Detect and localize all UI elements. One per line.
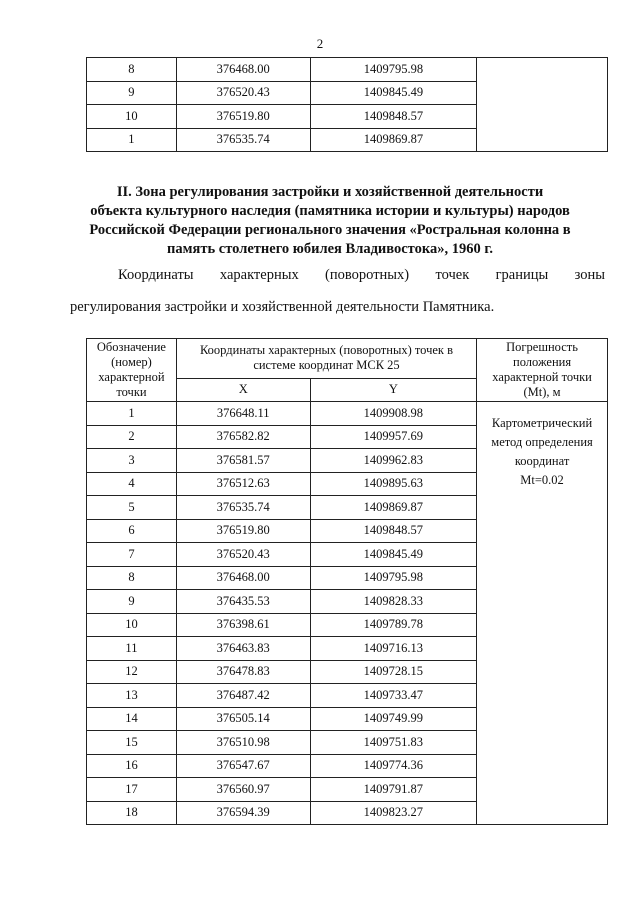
- cell-y: 1409795.98: [310, 58, 477, 82]
- cell-y: 1409795.98: [310, 566, 477, 590]
- cell-x: 376582.82: [176, 425, 310, 449]
- cell-num: 10: [87, 613, 177, 637]
- cell-num: 5: [87, 496, 177, 520]
- cell-x: 376581.57: [176, 449, 310, 473]
- cell-num: 8: [87, 58, 177, 82]
- cell-num: 2: [87, 425, 177, 449]
- cell-y: 1409733.47: [310, 684, 477, 708]
- cell-x: 376505.14: [176, 707, 310, 731]
- page-number: 2: [316, 36, 324, 51]
- cell-y: 1409895.63: [310, 472, 477, 496]
- cell-x: 376487.42: [176, 684, 310, 708]
- cell-x: 376468.00: [176, 58, 310, 82]
- heading-line: Российской Федерации регионального значения «Ростральная колонна в: [89, 222, 571, 238]
- zone-coordinates-table: [86, 338, 608, 825]
- cell-num: 10: [87, 105, 177, 129]
- cell-x: 376478.83: [176, 660, 310, 684]
- cell-x: 376560.97: [176, 778, 310, 802]
- method-line: метод определения: [491, 435, 593, 449]
- cell-x: 376468.00: [176, 566, 310, 590]
- cell-y: 1409848.57: [310, 519, 477, 543]
- cell-num: 16: [87, 754, 177, 778]
- cell-y: 1409789.78: [310, 613, 477, 637]
- cell-x: 376512.63: [176, 472, 310, 496]
- cell-y: 1409791.87: [310, 778, 477, 802]
- cell-y: 1409728.15: [310, 660, 477, 684]
- cell-num: 1: [87, 402, 177, 426]
- paragraph-line: Координаты характерных (поворотных) точек границы зоны: [118, 267, 605, 283]
- cell-y: 1409716.13: [310, 637, 477, 661]
- cell-x: 376398.61: [176, 613, 310, 637]
- cell-x: 376435.53: [176, 590, 310, 614]
- cell-x: 376547.67: [176, 754, 310, 778]
- cell-y: 1409908.98: [310, 402, 477, 426]
- cell-x: 376519.80: [176, 105, 310, 129]
- method-line: координат: [514, 454, 570, 468]
- header-y: Y: [310, 378, 477, 401]
- empty-notes-cell: [477, 58, 608, 152]
- cell-num: 17: [87, 778, 177, 802]
- cell-y: 1409869.87: [310, 496, 477, 520]
- header-point-number: Обозначение (номер) характерной точки: [87, 339, 177, 402]
- cell-x: 376535.74: [176, 128, 310, 152]
- cell-y: 1409828.33: [310, 590, 477, 614]
- cell-num: 9: [87, 81, 177, 105]
- cell-num: 9: [87, 590, 177, 614]
- heading-line: объекта культурного наследия (памятника истории и культуры) народов: [90, 203, 570, 219]
- cell-x: 376520.43: [176, 543, 310, 567]
- top-coordinates-table: [86, 57, 608, 152]
- cell-y: 1409751.83: [310, 731, 477, 755]
- cell-num: 18: [87, 801, 177, 825]
- cell-num: 3: [87, 449, 177, 473]
- cell-y: 1409774.36: [310, 754, 477, 778]
- cell-y: 1409823.27: [310, 801, 477, 825]
- cell-y: 1409848.57: [310, 105, 477, 129]
- cell-x: 376510.98: [176, 731, 310, 755]
- cell-num: 12: [87, 660, 177, 684]
- heading-line: II. Зона регулирования застройки и хозяйственной деятельности: [116, 184, 544, 200]
- cell-y: 1409962.83: [310, 449, 477, 473]
- cell-num: 8: [87, 566, 177, 590]
- header-x: X: [176, 378, 310, 401]
- cell-x: 376519.80: [176, 519, 310, 543]
- paragraph-line: регулирования застройки и хозяйственной деятельности Памятника.: [70, 299, 495, 315]
- cell-num: 11: [87, 637, 177, 661]
- cell-num: 1: [87, 128, 177, 152]
- cell-x: 376463.83: [176, 637, 310, 661]
- cell-num: 4: [87, 472, 177, 496]
- cell-num: 13: [87, 684, 177, 708]
- method-line: Mt=0.02: [520, 473, 564, 487]
- cell-num: 14: [87, 707, 177, 731]
- method-line: Картометрический: [491, 416, 593, 430]
- method-cell: [477, 402, 608, 825]
- header-error: Погрешность положения характерной точки (Mt), м: [477, 339, 608, 402]
- cell-num: 6: [87, 519, 177, 543]
- cell-y: 1409749.99: [310, 707, 477, 731]
- cell-x: 376594.39: [176, 801, 310, 825]
- cell-x: 376535.74: [176, 496, 310, 520]
- cell-y: 1409845.49: [310, 81, 477, 105]
- cell-num: 7: [87, 543, 177, 567]
- section-heading: [50, 183, 610, 259]
- cell-x: 376520.43: [176, 81, 310, 105]
- cell-x: 376648.11: [176, 402, 310, 426]
- table-row: [87, 58, 608, 82]
- cell-num: 15: [87, 731, 177, 755]
- cell-y: 1409845.49: [310, 543, 477, 567]
- heading-line: память столетнего юбилея Владивостока», 1960 г.: [167, 241, 493, 257]
- cell-y: 1409957.69: [310, 425, 477, 449]
- cell-y: 1409869.87: [310, 128, 477, 152]
- table-row: [87, 402, 608, 426]
- header-coordinates: Координаты характерных (поворотных) точек в системе координат МСК 25: [176, 339, 476, 379]
